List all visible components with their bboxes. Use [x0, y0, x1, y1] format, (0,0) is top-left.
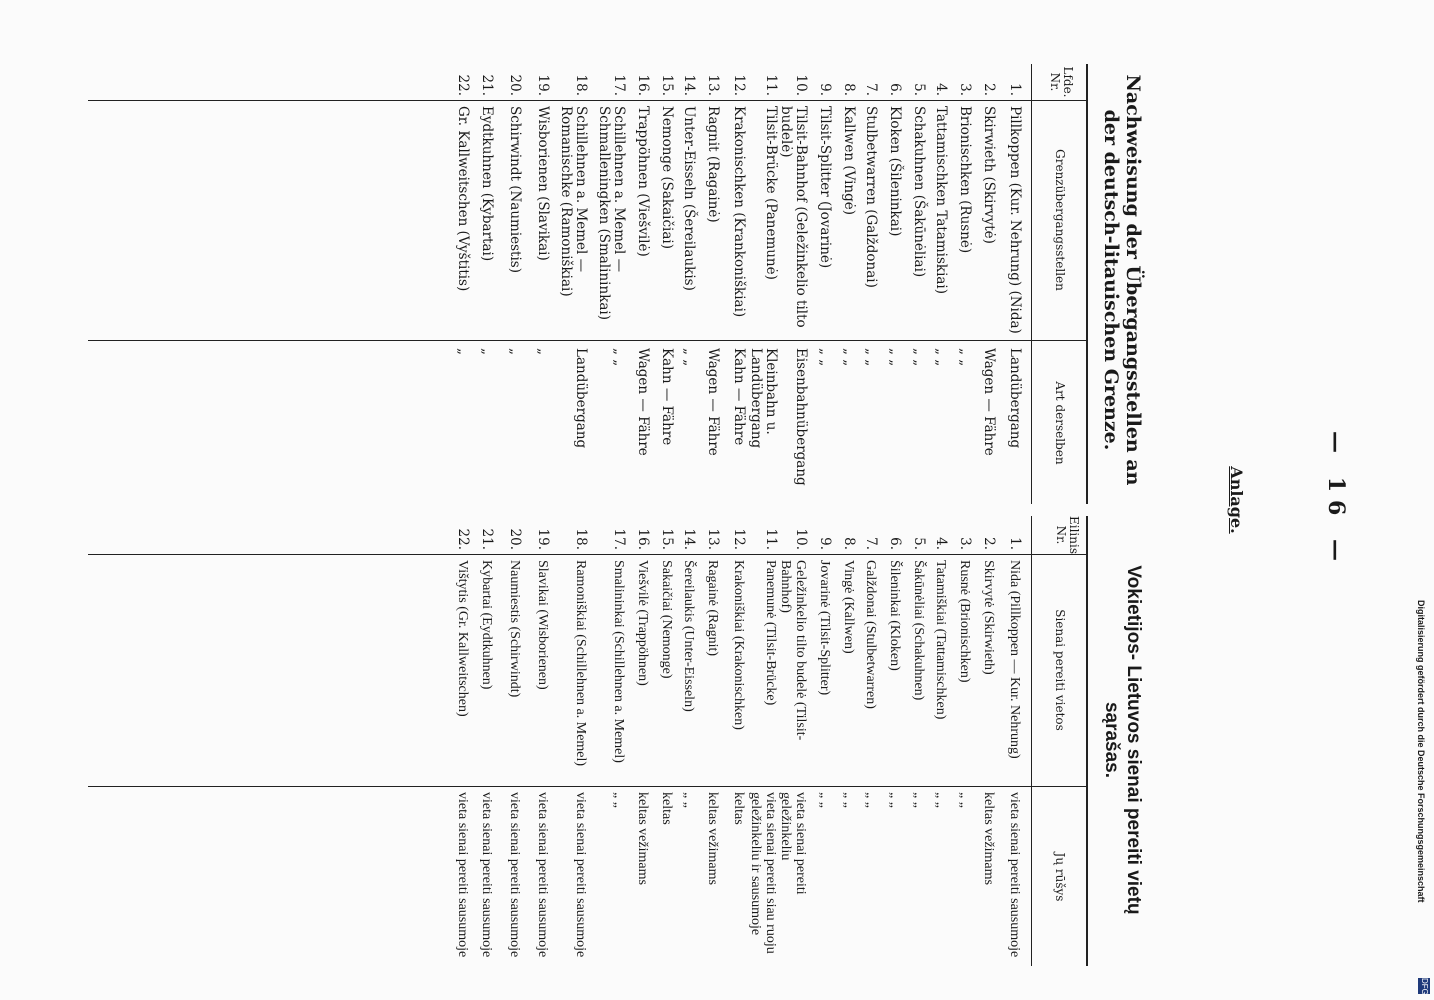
crossing-name: Gr. Kallweitschen (Vyštitis) [455, 106, 471, 292]
row-number: 10. [793, 528, 809, 550]
crossing-name: Kallwen (Vingė) [841, 106, 857, 215]
crossing-name: Schakuhnen (Šakūnėliai) [911, 106, 927, 278]
crossing-name: Ragainė (Ragnit) [705, 560, 720, 657]
crossing-name: Ramoniškiai (Schillehnen a. Memel) [573, 560, 588, 767]
row-number: 18. [573, 74, 589, 96]
right-col-divider-2 [88, 786, 1088, 787]
row-number: 1. [1007, 83, 1023, 96]
crossing-type: „ [507, 348, 523, 355]
right-table-header-rule [1031, 516, 1032, 966]
row-number: 9. [817, 537, 833, 550]
right-header-vieta: Sienai pereiti vietos [1053, 609, 1067, 731]
row-number: 5. [911, 83, 927, 96]
left-header-art: Art derselben [1053, 381, 1067, 465]
crossing-name: Tattamischken Tatamiskiai) [933, 106, 949, 295]
crossing-type: „ „ [863, 792, 878, 808]
crossing-name: Stulbetwarren (Galždonai) [863, 106, 879, 288]
crossing-type: Eisenbahnübergang [793, 348, 809, 486]
german-title: Nachweisung der Übergangsstellen an der deutsch-litauischen Grenze. [1100, 74, 1144, 486]
crossing-type: „ „ [957, 792, 972, 808]
crossing-name: Krakonischken (Krankoniškiai) [731, 106, 747, 318]
crossing-name: Vingė (Kallwen) [841, 560, 856, 654]
row-number: 2. [981, 537, 997, 550]
row-number: 14. [681, 528, 697, 550]
crossing-type: „ „ [911, 348, 927, 367]
crossing-name: Kloken (Šileninkai) [887, 106, 903, 237]
crossing-type: Wagen — Fähre [635, 348, 651, 456]
crossing-name: Panemunė (Tilsit-Brücke) [763, 560, 778, 706]
right-col-divider-1 [88, 554, 1088, 555]
row-number: 20. [507, 528, 523, 550]
page-number: — 16 — [1323, 431, 1349, 569]
crossing-name: Naumiestis (Schirwindt) [507, 560, 522, 698]
crossing-type: „ „ [863, 348, 879, 367]
row-number: 11. [763, 528, 779, 550]
row-number: 4. [933, 83, 949, 96]
crossing-name: Šakūnėliai (Schakuhnen) [911, 560, 926, 701]
row-number: 17. [611, 528, 627, 550]
crossing-type: vieta sienai pereiti sausumoje [1007, 792, 1022, 958]
dfg-logo: DFG [1420, 978, 1429, 995]
crossing-name: Rusnė (Brionischken) [957, 560, 972, 683]
crossing-name: Slavikai (Wisborienen) [535, 560, 550, 690]
crossing-type: „ [535, 348, 551, 355]
crossing-type: vieta sienai pereiti geležinkeliu [778, 792, 808, 895]
crossing-type: „ „ [681, 348, 697, 367]
row-number: 15. [659, 528, 675, 550]
crossing-type: Wagen — Fähre [981, 348, 997, 456]
crossing-type: vieta sienai pereiti sausumoje [507, 792, 522, 958]
crossing-name: Schirwindt (Naumiestis) [507, 106, 523, 273]
crossing-type: „ „ [887, 792, 902, 808]
crossing-name: Skirwieth (Skirvytė) [981, 106, 997, 244]
crossing-type: Landübergang [1007, 348, 1023, 449]
row-number: 14. [681, 74, 697, 96]
crossing-name: Tilsit-Splitter (Jovarinė) [817, 106, 833, 269]
row-number: 3. [957, 83, 973, 96]
crossing-name: Kybartai (Eydtkuhnen) [479, 560, 494, 690]
crossing-type: „ „ [681, 792, 696, 808]
row-number: 12. [731, 74, 747, 96]
crossing-name: Geležinkelio tilto budelė (Tilsit-Bahnhof) [778, 560, 808, 741]
crossing-type: Wagen — Fähre [705, 348, 721, 456]
crossing-type: vieta sienai pereiti sausumoje [455, 792, 470, 958]
row-number: 6. [887, 83, 903, 96]
left-table-header-rule [1031, 64, 1032, 504]
crossing-name: Smalininkai (Schillehnen a. Memel) [611, 560, 626, 763]
row-number: 7. [863, 83, 879, 96]
crossing-type: keltas [659, 792, 674, 825]
crossing-name: Krakoniškiai (Krakonischken) [731, 560, 746, 730]
row-number: 16. [635, 74, 651, 96]
row-number: 13. [705, 528, 721, 550]
crossing-name: Tatamiškiai (Tattamischken) [933, 560, 948, 720]
crossing-type: „ [455, 348, 471, 355]
crossing-name: Pillkoppen (Kur. Nehrung) (Nida) [1007, 106, 1023, 334]
row-number: 9. [817, 83, 833, 96]
right-header-nr: Eilinis Nr. [1054, 516, 1081, 554]
crossing-type: Landübergang [573, 348, 589, 449]
row-number: 20. [507, 74, 523, 96]
crossing-name: Šereilaukis (Unter-Eisseln) [681, 560, 696, 712]
left-header-stelle: Grenzübergangsstellen [1053, 149, 1067, 291]
crossing-type: „ „ [611, 792, 626, 808]
crossing-type: „ „ [611, 348, 627, 367]
crossing-name: Nemonge (Sakaičiai) [659, 106, 675, 249]
row-number: 13. [705, 74, 721, 96]
crossing-type: vieta sienai pereiti sausumoje [479, 792, 494, 958]
crossing-type: „ „ [933, 792, 948, 808]
crossing-name: Jovarinė (Tilsit-Splitter) [817, 560, 832, 696]
row-number: 22. [455, 528, 471, 550]
crossing-type: „ „ [887, 348, 903, 367]
crossing-name: Brionischken (Rusnė) [957, 106, 973, 254]
crossing-name: Eydtkuhnen (Kybartai) [479, 106, 495, 262]
row-number: 16. [635, 528, 651, 550]
left-col-divider-1 [88, 100, 1088, 101]
lithuanian-title: Vokietijos- Lietuvos sienai pereiti vietų sąrašas. [1101, 565, 1144, 915]
crossing-name: Vištytis (Gr. Kallweitschen) [455, 560, 470, 717]
crossing-type: „ „ [841, 348, 857, 367]
crossing-type: Kleinbahn u. Landübergang [748, 348, 779, 449]
row-number: 1. [1007, 537, 1023, 550]
crossing-name: Viešvilė (Trappöhnen) [635, 560, 650, 686]
crossing-name: Tilsit-Bahnhof (Geležinkelio tilto budelė) [778, 106, 809, 328]
crossing-type: keltas [731, 792, 746, 825]
row-number: 10. [793, 74, 809, 96]
crossing-name: Schillehnen a. Memel — Romanischke (Ramoniškiai) [558, 106, 589, 297]
row-number: 8. [841, 537, 857, 550]
row-number: 2. [981, 83, 997, 96]
row-number: 6. [887, 537, 903, 550]
crossing-type: keltas vežimams [635, 792, 650, 885]
crossing-name: Schillehnen a. Memel — Schmalleningken (Smalininkai) [596, 106, 627, 321]
crossing-type: „ „ [911, 792, 926, 808]
crossing-name: Sakaičiai (Nemonge) [659, 560, 674, 679]
crossing-type: „ „ [957, 348, 973, 367]
crossing-type: „ [479, 348, 495, 355]
left-header-nr: Lfde. Nr. [1048, 66, 1075, 98]
crossing-type: vieta sienai pereiti siau ruoju geležinkeliu ir sausumoje [748, 792, 778, 954]
row-number: 15. [659, 74, 675, 96]
row-number: 8. [841, 83, 857, 96]
crossing-type: vieta sienai pereiti sausumoje [535, 792, 550, 958]
row-number: 21. [479, 74, 495, 96]
crossing-type: „ „ [933, 348, 949, 367]
crossing-type: vieta sienai pereiti sausumoje [573, 792, 588, 958]
crossing-name: Tilsit-Brücke (Panemunė) [763, 106, 779, 280]
row-number: 19. [535, 528, 551, 550]
row-number: 21. [479, 528, 495, 550]
crossing-name: Galždonai (Stulbetwarren) [863, 560, 878, 709]
row-number: 17. [611, 74, 627, 96]
row-number: 4. [933, 537, 949, 550]
crossing-type: „ „ [841, 792, 856, 808]
crossing-name: Skirvytė (Skirwieth) [981, 560, 996, 675]
right-header-rusys: Jų rūšys [1053, 852, 1067, 902]
crossing-type: Kahn — Fähre [731, 348, 747, 446]
crossing-type: keltas vežimams [981, 792, 996, 885]
crossing-type: „ „ [817, 348, 833, 367]
row-number: 5. [911, 537, 927, 550]
crossing-name: Wisborienen (Slavikai) [535, 106, 551, 261]
row-number: 3. [957, 537, 973, 550]
row-number: 7. [863, 537, 879, 550]
crossing-name: Nida (Pillkoppen — Kur. Nehrung) [1007, 560, 1022, 759]
anlage-label: Anlage. [1227, 466, 1246, 534]
crossing-name: Šileninkai (Kloken) [887, 560, 902, 671]
crossing-name: Unter-Eisseln (Šereilaukis) [681, 106, 697, 291]
crossing-type: „ „ [817, 792, 832, 808]
row-number: 19. [535, 74, 551, 96]
row-number: 11. [763, 74, 779, 96]
footer-credit: Digitalisierung gefördert durch die Deutsche Forschungsgemeinschaft [1416, 600, 1426, 903]
crossing-name: Trappöhnen (Viešvilė) [635, 106, 651, 257]
row-number: 12. [731, 528, 747, 550]
left-table-top-rule [1086, 64, 1088, 504]
crossing-name: Ragnit (Ragainė) [705, 106, 721, 223]
left-col-divider-2 [88, 340, 1088, 341]
row-number: 18. [573, 528, 589, 550]
crossing-type: keltas vežimams [705, 792, 720, 885]
row-number: 22. [455, 74, 471, 96]
crossing-type: Kahn — Fähre [659, 348, 675, 446]
right-table-top-rule [1086, 516, 1088, 966]
